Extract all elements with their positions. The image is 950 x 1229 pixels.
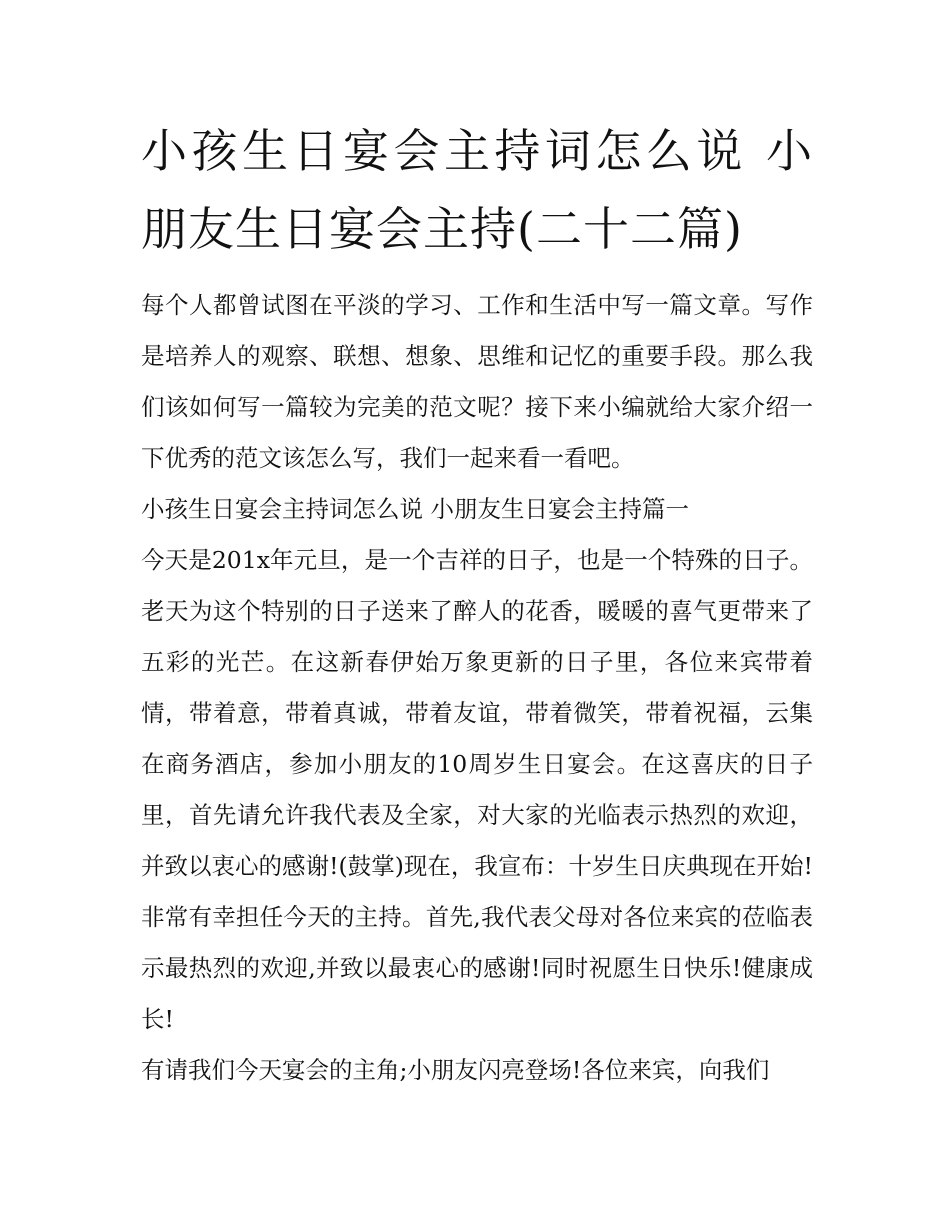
body-paragraph-1: 今天是201x年元旦，是一个吉祥的日子，也是一个特殊的日子。老天为这个特别的日子送来了醉人的花香，暖暖的喜气更带来了五彩的光芒。在这新春伊始万象更新的日子里，各位来宾带着情，带着意，带着真诚，带着友谊，带着微笑，带着祝福，云集在商务酒店，参加小朋友的10周岁生日宴会。在这喜庆的日子里，首先请允许我代表及全家，对大家的光临表示热烈的欢迎，并致以衷心的感谢!(鼓掌)现在，我宣布：十岁生日庆典现在开始!非常有幸担任今天的主持。首先,我代表父母对各位来宾的莅临表示最热烈的欢迎,并致以最衷心的感谢!同时祝愿生日快乐!健康成长!: [141, 546, 813, 1033]
document-body: [141, 280, 813, 1096]
document-title: 小孩生日宴会主持词怎么说 小朋友生日宴会主持(二十二篇): [141, 124, 813, 256]
section-heading: 小孩生日宴会主持词怎么说 小朋友生日宴会主持篇一: [141, 495, 689, 523]
intro-paragraph: 每个人都曾试图在平淡的学习、工作和生活中写一篇文章。写作是培养人的观察、联想、想象、思维和记忆的重要手段。那么我们该如何写一篇较为完美的范文呢？接下来小编就给大家介绍一下优秀的范文该怎么写，我们一起来看一看吧。: [141, 291, 813, 472]
document-page: [141, 112, 813, 1096]
body-paragraph-2: 有请我们今天宴会的主角;小朋友闪亮登场!各位来宾，向我们: [141, 1056, 770, 1084]
